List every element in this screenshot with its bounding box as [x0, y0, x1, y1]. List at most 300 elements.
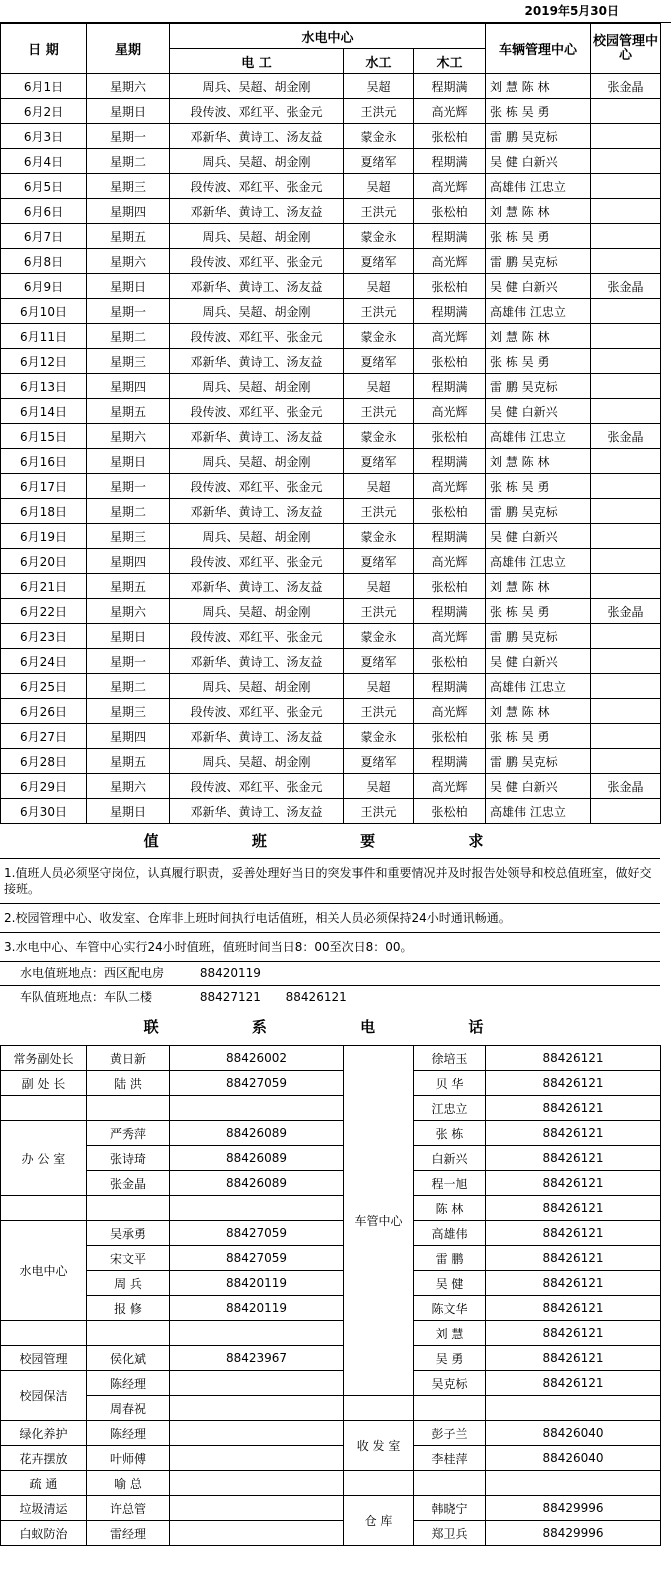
- date-cell: 6月29日: [1, 774, 87, 799]
- contact-group-phone: 88426121: [486, 1346, 661, 1371]
- location-vehicle-phone-2: 88426121: [285, 990, 347, 1004]
- header-weekday: 星期: [87, 24, 170, 74]
- weekday-cell: 星期五: [87, 574, 170, 599]
- water-cell: 吴超: [344, 774, 414, 799]
- electric-cell: 周兵、吴超、胡金刚: [170, 224, 344, 249]
- schedule-row: [1, 324, 661, 349]
- weekday-cell: 星期六: [87, 774, 170, 799]
- weekday-cell: 星期四: [87, 549, 170, 574]
- water-cell: 王洪元: [344, 299, 414, 324]
- water-cell: 夏绪军: [344, 249, 414, 274]
- vehicle-cell: 雷 鹏 吴克标: [486, 499, 591, 524]
- weekday-cell: 星期一: [87, 299, 170, 324]
- date-cell: 6月8日: [1, 249, 87, 274]
- weekday-cell: 星期日: [87, 449, 170, 474]
- wood-cell: 程期满: [414, 149, 486, 174]
- campus-cell: [591, 524, 661, 549]
- requirements-title: 值 班 要 求: [143, 832, 528, 850]
- contact-group-phone: 88426121: [486, 1221, 661, 1246]
- wood-cell: 高光辉: [414, 324, 486, 349]
- contact-dept: 副 处 长: [1, 1071, 87, 1096]
- electric-cell: 周兵、吴超、胡金刚: [170, 74, 344, 99]
- contact-phone: 88427059: [170, 1246, 344, 1271]
- location-vehicle: [0, 986, 660, 1009]
- date-cell: 6月27日: [1, 724, 87, 749]
- contact-group-dept: [344, 1396, 414, 1421]
- schedule-row: [1, 174, 661, 199]
- contact-row: [1, 1296, 661, 1321]
- contact-group-name: 江忠立: [414, 1096, 486, 1121]
- campus-cell: 张金晶: [591, 74, 661, 99]
- contact-group-name: 贝 华: [414, 1071, 486, 1096]
- contact-row: [1, 1046, 661, 1071]
- contact-name: 陈经理: [87, 1421, 170, 1446]
- electric-cell: 段传波、邓红平、张金元: [170, 399, 344, 424]
- water-cell: 蒙金永: [344, 724, 414, 749]
- weekday-cell: 星期二: [87, 324, 170, 349]
- contact-group-name: [414, 1396, 486, 1421]
- wood-cell: 张松柏: [414, 199, 486, 224]
- wood-cell: 程期满: [414, 674, 486, 699]
- contact-group-phone: 88426121: [486, 1371, 661, 1396]
- electric-cell: 段传波、邓红平、张金元: [170, 699, 344, 724]
- water-cell: 王洪元: [344, 599, 414, 624]
- contact-dept: 疏 通: [1, 1471, 87, 1496]
- contact-group-phone: 88426121: [486, 1121, 661, 1146]
- contact-phone: [170, 1521, 344, 1546]
- water-cell: 夏绪军: [344, 649, 414, 674]
- contact-row: [1, 1471, 661, 1496]
- electric-cell: 周兵、吴超、胡金刚: [170, 599, 344, 624]
- contact-dept: [1, 1096, 87, 1121]
- water-cell: 夏绪军: [344, 349, 414, 374]
- water-cell: 夏绪军: [344, 449, 414, 474]
- contact-group-name: 李桂萍: [414, 1446, 486, 1471]
- vehicle-cell: 张 栋 吴 勇: [486, 724, 591, 749]
- duty-schedule-table: [0, 23, 661, 824]
- contact-group-phone: 88426121: [486, 1071, 661, 1096]
- schedule-row: [1, 499, 661, 524]
- campus-cell: [591, 499, 661, 524]
- date-cell: 6月22日: [1, 599, 87, 624]
- electric-cell: 周兵、吴超、胡金刚: [170, 299, 344, 324]
- contact-dept: 常务副处长: [1, 1046, 87, 1071]
- contact-group-phone: 88426040: [486, 1421, 661, 1446]
- contact-row: [1, 1521, 661, 1546]
- contact-row: [1, 1221, 661, 1246]
- electric-cell: 段传波、邓红平、张金元: [170, 624, 344, 649]
- campus-cell: [591, 574, 661, 599]
- water-cell: 夏绪军: [344, 549, 414, 574]
- contact-row: [1, 1496, 661, 1521]
- contact-dept: [1, 1196, 87, 1221]
- weekday-cell: 星期一: [87, 649, 170, 674]
- contact-row: [1, 1171, 661, 1196]
- contact-name: 周 兵: [87, 1271, 170, 1296]
- electric-cell: 邓新华、黄诗工、汤友益: [170, 199, 344, 224]
- date-cell: 6月10日: [1, 299, 87, 324]
- contact-dept: [1, 1321, 87, 1346]
- electric-cell: 段传波、邓红平、张金元: [170, 324, 344, 349]
- wood-cell: 张松柏: [414, 274, 486, 299]
- campus-cell: [591, 399, 661, 424]
- schedule-row: [1, 574, 661, 599]
- contact-name: 吴承勇: [87, 1221, 170, 1246]
- header-utility-center: 水电中心: [170, 24, 486, 49]
- contact-phone: [170, 1496, 344, 1521]
- electric-cell: 邓新华、黄诗工、汤友益: [170, 124, 344, 149]
- vehicle-cell: 高雄伟 江忠立: [486, 549, 591, 574]
- contact-phone: 88426089: [170, 1171, 344, 1196]
- water-cell: 王洪元: [344, 799, 414, 824]
- vehicle-cell: 张 栋 吴 勇: [486, 474, 591, 499]
- water-cell: 蒙金永: [344, 624, 414, 649]
- contact-name: 喻 总: [87, 1471, 170, 1496]
- date-cell: 6月4日: [1, 149, 87, 174]
- water-cell: 蒙金永: [344, 124, 414, 149]
- contact-dept: 花卉摆放: [1, 1446, 87, 1471]
- campus-cell: [591, 699, 661, 724]
- contact-group-phone: 88426040: [486, 1446, 661, 1471]
- electric-cell: 周兵、吴超、胡金刚: [170, 449, 344, 474]
- wood-cell: 程期满: [414, 299, 486, 324]
- weekday-cell: 星期四: [87, 199, 170, 224]
- vehicle-cell: 吴 健 白新兴: [486, 399, 591, 424]
- contact-name: [87, 1196, 170, 1221]
- electric-cell: 段传波、邓红平、张金元: [170, 774, 344, 799]
- contact-phone: 88427059: [170, 1071, 344, 1096]
- contact-row: [1, 1071, 661, 1096]
- weekday-cell: 星期日: [87, 99, 170, 124]
- wood-cell: 张松柏: [414, 574, 486, 599]
- date-cell: 6月13日: [1, 374, 87, 399]
- vehicle-cell: 刘 慧 陈 林: [486, 574, 591, 599]
- location-utility-phone: 88420119: [199, 966, 261, 980]
- campus-cell: 张金晶: [591, 774, 661, 799]
- contact-group-dept: 收 发 室: [344, 1421, 414, 1471]
- water-cell: 蒙金永: [344, 524, 414, 549]
- contact-group-phone: 88426121: [486, 1196, 661, 1221]
- schedule-row: [1, 374, 661, 399]
- schedule-row: [1, 474, 661, 499]
- vehicle-cell: 吴 健 白新兴: [486, 524, 591, 549]
- campus-cell: [591, 649, 661, 674]
- wood-cell: 高光辉: [414, 474, 486, 499]
- vehicle-cell: 高雄伟 江忠立: [486, 299, 591, 324]
- campus-cell: [591, 349, 661, 374]
- weekday-cell: 星期三: [87, 699, 170, 724]
- campus-cell: 张金晶: [591, 599, 661, 624]
- contact-group-name: 徐培玉: [414, 1046, 486, 1071]
- electric-cell: 段传波、邓红平、张金元: [170, 474, 344, 499]
- water-cell: 王洪元: [344, 699, 414, 724]
- date-cell: 6月3日: [1, 124, 87, 149]
- contact-name: 张金晶: [87, 1171, 170, 1196]
- header-wood: 木工: [414, 49, 486, 74]
- location-vehicle-phone-1: 88427121: [199, 990, 261, 1004]
- electric-cell: 邓新华、黄诗工、汤友益: [170, 424, 344, 449]
- contact-phone: 88420119: [170, 1296, 344, 1321]
- wood-cell: 程期满: [414, 449, 486, 474]
- wood-cell: 高光辉: [414, 399, 486, 424]
- date-cell: 6月18日: [1, 499, 87, 524]
- contact-dept: 校园保洁: [1, 1371, 87, 1421]
- campus-cell: [591, 374, 661, 399]
- requirement-3: 3.水电中心、车管中心实行24小时值班，值班时间当日8：00至次日8：00。: [0, 933, 660, 962]
- contact-phone: 88426089: [170, 1146, 344, 1171]
- water-cell: 吴超: [344, 374, 414, 399]
- water-cell: 吴超: [344, 174, 414, 199]
- schedule-row: [1, 624, 661, 649]
- schedule-row: [1, 724, 661, 749]
- contact-group-name: 吴克标: [414, 1371, 486, 1396]
- schedule-row: [1, 124, 661, 149]
- contact-name: 许总管: [87, 1496, 170, 1521]
- contact-name: 叶师傅: [87, 1446, 170, 1471]
- date-cell: 6月11日: [1, 324, 87, 349]
- contact-group-name: 吴 健: [414, 1271, 486, 1296]
- contact-group-phone: 88426121: [486, 1246, 661, 1271]
- wood-cell: 高光辉: [414, 774, 486, 799]
- date-cell: 6月9日: [1, 274, 87, 299]
- schedule-row: [1, 74, 661, 99]
- header-date: 日 期: [1, 24, 87, 74]
- weekday-cell: 星期五: [87, 399, 170, 424]
- campus-cell: [591, 449, 661, 474]
- date-cell: 6月23日: [1, 624, 87, 649]
- schedule-row: [1, 274, 661, 299]
- contact-group-dept: 车管中心: [344, 1046, 414, 1396]
- location-utility: [0, 962, 660, 986]
- date-cell: 6月30日: [1, 799, 87, 824]
- campus-cell: [591, 799, 661, 824]
- date-cell: 6月1日: [1, 74, 87, 99]
- contact-dept: 绿化养护: [1, 1421, 87, 1446]
- campus-cell: [591, 249, 661, 274]
- water-cell: 蒙金永: [344, 324, 414, 349]
- date-cell: 6月21日: [1, 574, 87, 599]
- vehicle-cell: 雷 鹏 吴克标: [486, 624, 591, 649]
- date-cell: 6月2日: [1, 99, 87, 124]
- electric-cell: 段传波、邓红平、张金元: [170, 99, 344, 124]
- contact-phone: [170, 1446, 344, 1471]
- vehicle-cell: 高雄伟 江忠立: [486, 424, 591, 449]
- campus-cell: [591, 724, 661, 749]
- vehicle-cell: 张 栋 吴 勇: [486, 599, 591, 624]
- electric-cell: 邓新华、黄诗工、汤友益: [170, 574, 344, 599]
- contact-row: [1, 1371, 661, 1396]
- wood-cell: 高光辉: [414, 624, 486, 649]
- location-utility-label: 水电值班地点：西区配电房: [20, 966, 165, 980]
- contact-name: 严秀萍: [87, 1121, 170, 1146]
- contact-phone: [170, 1371, 344, 1396]
- wood-cell: 程期满: [414, 74, 486, 99]
- campus-cell: [591, 149, 661, 174]
- wood-cell: 程期满: [414, 374, 486, 399]
- vehicle-cell: 吴 健 白新兴: [486, 274, 591, 299]
- contact-group-phone: 88426121: [486, 1171, 661, 1196]
- weekday-cell: 星期三: [87, 349, 170, 374]
- contact-phone: [170, 1421, 344, 1446]
- weekday-cell: 星期四: [87, 374, 170, 399]
- contact-group-name: 陈文华: [414, 1296, 486, 1321]
- contact-row: [1, 1346, 661, 1371]
- campus-cell: [591, 549, 661, 574]
- contact-dept: 垃圾清运: [1, 1496, 87, 1521]
- water-cell: 王洪元: [344, 499, 414, 524]
- campus-cell: [591, 624, 661, 649]
- campus-cell: [591, 299, 661, 324]
- vehicle-cell: 高雄伟 江忠立: [486, 674, 591, 699]
- contact-phone: 88420119: [170, 1271, 344, 1296]
- water-cell: 王洪元: [344, 399, 414, 424]
- contact-group-name: 雷 鹏: [414, 1246, 486, 1271]
- vehicle-cell: 雷 鹏 吴克标: [486, 374, 591, 399]
- electric-cell: 邓新华、黄诗工、汤友益: [170, 724, 344, 749]
- wood-cell: 张松柏: [414, 649, 486, 674]
- contact-name: 周春祝: [87, 1396, 170, 1421]
- weekday-cell: 星期六: [87, 424, 170, 449]
- water-cell: 蒙金永: [344, 424, 414, 449]
- contact-group-phone: 88429996: [486, 1496, 661, 1521]
- date-cell: 6月16日: [1, 449, 87, 474]
- schedule-row: [1, 549, 661, 574]
- date-cell: 6月6日: [1, 199, 87, 224]
- weekday-cell: 星期四: [87, 724, 170, 749]
- campus-cell: [591, 124, 661, 149]
- contact-group-name: 高雄伟: [414, 1221, 486, 1246]
- electric-cell: 段传波、邓红平、张金元: [170, 174, 344, 199]
- schedule-body: [1, 74, 661, 824]
- wood-cell: 程期满: [414, 599, 486, 624]
- contact-group-name: 程一旭: [414, 1171, 486, 1196]
- contacts-title: 联 系 电 话: [143, 1018, 528, 1036]
- schedule-row: [1, 424, 661, 449]
- contact-row: [1, 1121, 661, 1146]
- campus-cell: [591, 224, 661, 249]
- campus-cell: [591, 749, 661, 774]
- date-cell: 6月17日: [1, 474, 87, 499]
- contact-group-dept: 仓 库: [344, 1496, 414, 1546]
- weekday-cell: 星期五: [87, 749, 170, 774]
- weekday-cell: 星期三: [87, 174, 170, 199]
- vehicle-cell: 雷 鹏 吴克标: [486, 124, 591, 149]
- contact-phone: 88427059: [170, 1221, 344, 1246]
- schedule-row: [1, 249, 661, 274]
- weekday-cell: 星期三: [87, 524, 170, 549]
- report-date: 2019年5月30日: [0, 0, 671, 23]
- contact-dept: 白蚁防治: [1, 1521, 87, 1546]
- location-vehicle-label: 车队值班地点：车队二楼: [20, 990, 153, 1004]
- contact-row: [1, 1321, 661, 1346]
- contact-row: [1, 1096, 661, 1121]
- header-electric: 电 工: [170, 49, 344, 74]
- contact-name: [87, 1321, 170, 1346]
- wood-cell: 高光辉: [414, 699, 486, 724]
- date-cell: 6月25日: [1, 674, 87, 699]
- electric-cell: 周兵、吴超、胡金刚: [170, 524, 344, 549]
- wood-cell: 高光辉: [414, 174, 486, 199]
- contact-group-phone: 88429996: [486, 1521, 661, 1546]
- contact-row: [1, 1271, 661, 1296]
- vehicle-cell: 雷 鹏 吴克标: [486, 249, 591, 274]
- schedule-row: [1, 674, 661, 699]
- vehicle-cell: 刘 慧 陈 林: [486, 324, 591, 349]
- contact-group-name: 张 栋: [414, 1121, 486, 1146]
- weekday-cell: 星期五: [87, 224, 170, 249]
- schedule-row: [1, 649, 661, 674]
- contact-phone: [170, 1396, 344, 1421]
- water-cell: 吴超: [344, 574, 414, 599]
- contacts-body: [1, 1046, 661, 1546]
- campus-cell: 张金晶: [591, 424, 661, 449]
- weekday-cell: 星期一: [87, 474, 170, 499]
- schedule-row: [1, 599, 661, 624]
- electric-cell: 段传波、邓红平、张金元: [170, 549, 344, 574]
- header-vehicle-center: 车辆管理中心: [486, 24, 591, 74]
- contact-group-phone: 88426121: [486, 1296, 661, 1321]
- electric-cell: 邓新华、黄诗工、汤友益: [170, 649, 344, 674]
- wood-cell: 高光辉: [414, 249, 486, 274]
- water-cell: 夏绪军: [344, 149, 414, 174]
- contact-group-name: 郑卫兵: [414, 1521, 486, 1546]
- weekday-cell: 星期二: [87, 149, 170, 174]
- water-cell: 吴超: [344, 74, 414, 99]
- date-cell: 6月26日: [1, 699, 87, 724]
- contact-row: [1, 1396, 661, 1421]
- wood-cell: 张松柏: [414, 499, 486, 524]
- date-cell: 6月12日: [1, 349, 87, 374]
- weekday-cell: 星期日: [87, 799, 170, 824]
- contact-phone: [170, 1196, 344, 1221]
- contact-group-phone: 88426121: [486, 1271, 661, 1296]
- water-cell: 吴超: [344, 474, 414, 499]
- campus-cell: 张金晶: [591, 274, 661, 299]
- schedule-row: [1, 749, 661, 774]
- contact-name: 陆 洪: [87, 1071, 170, 1096]
- date-cell: 6月7日: [1, 224, 87, 249]
- wood-cell: 张松柏: [414, 424, 486, 449]
- wood-cell: 张松柏: [414, 124, 486, 149]
- weekday-cell: 星期二: [87, 674, 170, 699]
- contacts-table: [0, 1045, 661, 1546]
- schedule-row: [1, 224, 661, 249]
- weekday-cell: 星期六: [87, 74, 170, 99]
- campus-cell: [591, 674, 661, 699]
- contact-group-phone: 88426121: [486, 1321, 661, 1346]
- date-cell: 6月24日: [1, 649, 87, 674]
- contact-group-phone: [486, 1471, 661, 1496]
- contact-group-name: 白新兴: [414, 1146, 486, 1171]
- contact-name: 雷经理: [87, 1521, 170, 1546]
- campus-cell: [591, 474, 661, 499]
- contact-name: 陈经理: [87, 1371, 170, 1396]
- contact-dept: 校园管理: [1, 1346, 87, 1371]
- wood-cell: 程期满: [414, 749, 486, 774]
- contact-name: 张诗琦: [87, 1146, 170, 1171]
- water-cell: 夏绪军: [344, 749, 414, 774]
- wood-cell: 高光辉: [414, 549, 486, 574]
- wood-cell: 程期满: [414, 224, 486, 249]
- date-cell: 6月15日: [1, 424, 87, 449]
- contact-row: [1, 1421, 661, 1446]
- contact-phone: [170, 1096, 344, 1121]
- schedule-row: [1, 774, 661, 799]
- schedule-row: [1, 524, 661, 549]
- contact-row: [1, 1146, 661, 1171]
- water-cell: 吴超: [344, 674, 414, 699]
- campus-cell: [591, 324, 661, 349]
